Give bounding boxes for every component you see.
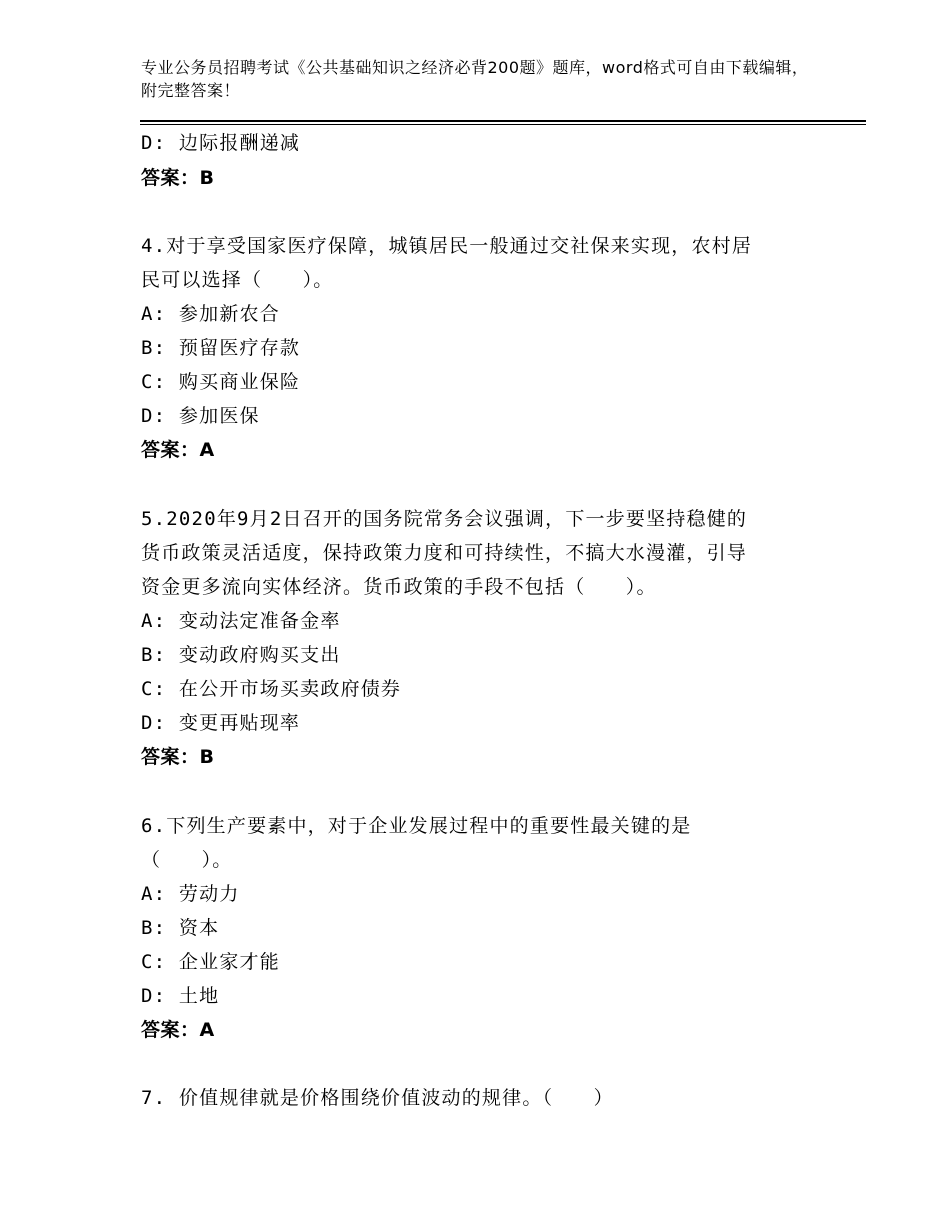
answer: 答案：B: [141, 167, 215, 189]
option-c: C: 在公开市场买卖政府债券: [141, 678, 402, 700]
answer: 答案：B: [141, 746, 215, 768]
question-6-stem: 6.下列生产要素中，对于企业发展过程中的重要性最关键的是: [141, 815, 692, 837]
option-a: A: 参加新农合: [141, 303, 280, 325]
answer: 答案：A: [141, 1019, 215, 1041]
option-a: A: 变动法定准备金率: [141, 610, 341, 632]
option-a: A: 劳动力: [141, 883, 240, 905]
option-d: D: 边际报酬递减: [141, 132, 301, 154]
option-c: C: 企业家才能: [141, 951, 280, 973]
option-c: C: 购买商业保险: [141, 371, 301, 393]
question-4-stem-cont: 民可以选择（ ）。: [141, 269, 334, 291]
question-4-stem: 4.对于享受国家医疗保障，城镇居民一般通过交社保来实现，农村居: [141, 235, 753, 257]
header-rule-thick: [140, 120, 866, 122]
question-5-stem-cont: 货币政策灵活适度，保持政策力度和可持续性，不搞大水漫灌，引导: [141, 542, 748, 564]
option-d: D: 变更再贴现率: [141, 712, 301, 734]
option-b: B: 资本: [141, 917, 220, 939]
question-5-stem: 5.2020年9月2日召开的国务院常务会议强调，下一步要坚持稳健的: [141, 508, 748, 530]
option-d: D: 参加医保: [141, 405, 260, 427]
question-7-stem: 7. 价值规律就是价格围绕价值波动的规律。（ ）: [141, 1087, 614, 1109]
question-6-stem-cont: （ ）。: [141, 849, 233, 871]
option-b: B: 变动政府购买支出: [141, 644, 341, 666]
header-rule-thin: [140, 124, 866, 125]
option-d: D: 土地: [141, 985, 220, 1007]
document-header: 专业公务员招聘考试《公共基础知识之经济必背200题》题库，word格式可自由下载编辑，附完整答案！: [141, 58, 809, 100]
option-b: B: 预留医疗存款: [141, 337, 301, 359]
question-5-stem-cont: 资金更多流向实体经济。货币政策的手段不包括（ ）。: [141, 576, 657, 598]
answer: 答案：A: [141, 439, 215, 461]
